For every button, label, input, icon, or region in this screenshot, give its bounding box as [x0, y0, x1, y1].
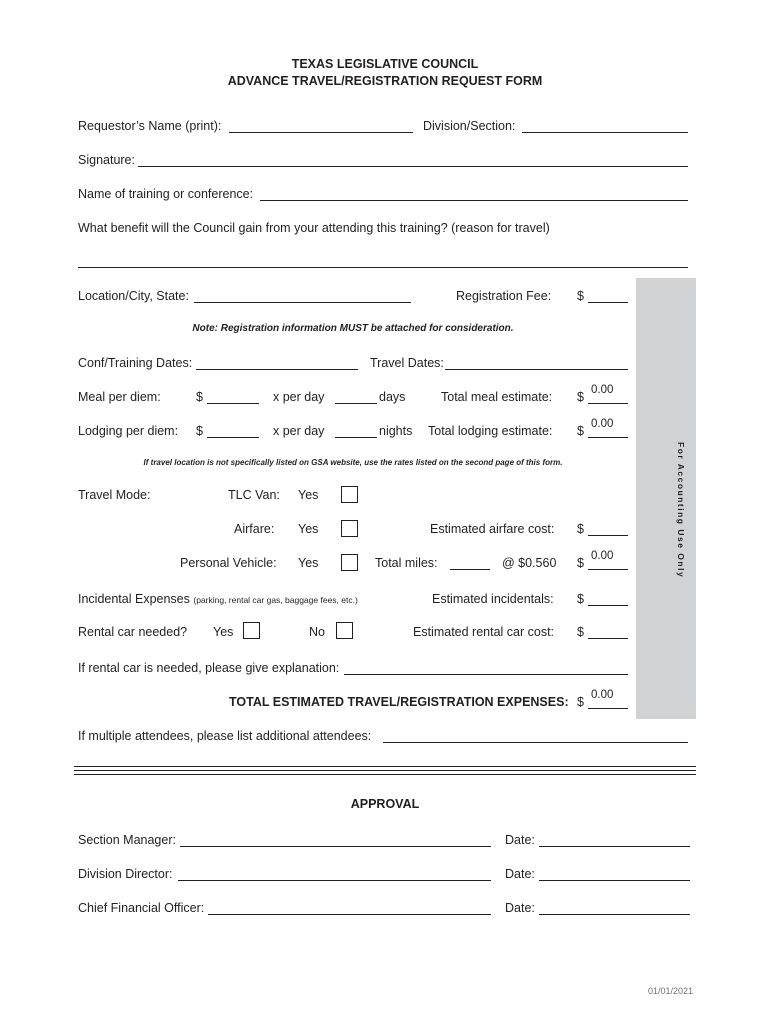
registration-fee-label: Registration Fee:: [456, 289, 552, 303]
form-title-line1: TEXAS LEGISLATIVE COUNCIL: [291, 57, 479, 71]
lodging-nights-field[interactable]: [335, 437, 377, 438]
cfo-field[interactable]: [208, 914, 491, 915]
currency-sign: $: [196, 390, 203, 404]
meal-rate-field[interactable]: [207, 403, 259, 404]
rental-explanation-field[interactable]: [344, 674, 628, 675]
lodging-rate-field[interactable]: [207, 437, 259, 438]
total-meal-label: Total meal estimate:: [441, 390, 553, 404]
section-divider: [74, 766, 696, 777]
meal-x-per-day: x per day: [273, 390, 325, 404]
training-name-field[interactable]: [260, 200, 688, 201]
division-field[interactable]: [522, 132, 688, 133]
personal-vehicle-checkbox[interactable]: [341, 554, 358, 571]
multiple-attendees-field[interactable]: [383, 742, 688, 743]
currency-sign: $: [577, 695, 584, 709]
travel-mode-label: Travel Mode:: [78, 488, 151, 502]
currency-sign: $: [577, 592, 584, 606]
currency-sign: $: [577, 424, 584, 438]
incidental-label-text: Incidental Expenses: [78, 592, 190, 606]
signature-field[interactable]: [138, 166, 688, 167]
approval-title: APPROVAL: [350, 797, 420, 811]
division-director-label: Division Director:: [78, 867, 173, 881]
registration-fee-field[interactable]: [588, 302, 628, 303]
rental-no-label: No: [309, 625, 325, 639]
footer-date: 01/01/2021: [648, 986, 694, 996]
training-name-label: Name of training or conference:: [78, 187, 254, 201]
vehicle-total-field[interactable]: [588, 569, 628, 570]
grand-total-field[interactable]: [588, 708, 628, 709]
mileage-rate: @ $0.560: [502, 556, 557, 570]
total-meal-field[interactable]: [588, 403, 628, 404]
travel-dates-field[interactable]: [445, 369, 628, 370]
currency-sign: $: [577, 556, 584, 570]
est-rental-field[interactable]: [588, 638, 628, 639]
est-airfare-field[interactable]: [588, 535, 628, 536]
currency-sign: $: [577, 289, 584, 303]
rental-no-checkbox[interactable]: [336, 622, 353, 639]
est-rental-label: Estimated rental car cost:: [413, 625, 555, 639]
division-label: Division/Section:: [423, 119, 516, 133]
division-director-date-label: Date:: [505, 867, 535, 881]
form-title-line2: ADVANCE TRAVEL/REGISTRATION REQUEST FORM: [227, 74, 543, 88]
requestor-name-field[interactable]: [229, 132, 413, 133]
gsa-note: If travel location is not specifically listed on GSA website, use the rates listed on the second page of this form.: [143, 458, 563, 467]
grand-total-value: 0.00: [591, 689, 614, 701]
cfo-date-field[interactable]: [539, 914, 690, 915]
est-incidentals-label: Estimated incidentals:: [432, 592, 554, 606]
meal-days-label: days: [379, 390, 406, 404]
personal-vehicle-yes-label: Yes: [298, 556, 319, 570]
meal-per-diem-label: Meal per diem:: [78, 390, 161, 404]
est-incidentals-field[interactable]: [588, 605, 628, 606]
est-airfare-label: Estimated airfare cost:: [430, 522, 555, 536]
rental-explanation-label: If rental car is needed, please give explanation:: [78, 661, 340, 675]
tlc-van-yes-label: Yes: [298, 488, 319, 502]
benefit-label: What benefit will the Council gain from your attending this training? (reason for travel): [78, 221, 550, 235]
rental-yes-label: Yes: [213, 625, 234, 639]
tlc-van-checkbox[interactable]: [341, 486, 358, 503]
currency-sign: $: [577, 625, 584, 639]
rental-needed-label: Rental car needed?: [78, 625, 188, 639]
requestor-name-label: Requestor’s Name (print):: [78, 119, 222, 133]
airfare-checkbox[interactable]: [341, 520, 358, 537]
total-lodging-value: 0.00: [591, 418, 614, 430]
currency-sign: $: [577, 390, 584, 404]
section-manager-date-label: Date:: [505, 833, 535, 847]
total-expenses-label: TOTAL ESTIMATED TRAVEL/REGISTRATION EXPENSES:: [229, 695, 569, 709]
total-lodging-label: Total lodging estimate:: [428, 424, 553, 438]
currency-sign: $: [577, 522, 584, 536]
location-field[interactable]: [194, 302, 411, 303]
lodging-nights-label: nights: [379, 424, 413, 438]
personal-vehicle-label: Personal Vehicle:: [180, 556, 277, 570]
accounting-sidebar-label: For Accounting Use Only: [676, 442, 686, 579]
incidental-detail: (parking, rental car gas, baggage fees, etc.): [193, 595, 358, 605]
cfo-date-label: Date:: [505, 901, 535, 915]
lodging-x-per-day: x per day: [273, 424, 325, 438]
vehicle-total-value: 0.00: [591, 550, 614, 562]
total-miles-label: Total miles:: [375, 556, 438, 570]
rental-yes-checkbox[interactable]: [243, 622, 260, 639]
travel-dates-label: Travel Dates:: [370, 356, 444, 370]
total-meal-value: 0.00: [591, 384, 614, 396]
meal-days-field[interactable]: [335, 403, 377, 404]
section-manager-label: Section Manager:: [78, 833, 176, 847]
cfo-label: Chief Financial Officer:: [78, 901, 205, 915]
benefit-field[interactable]: [78, 267, 688, 268]
registration-note: Note: Registration information MUST be attached for consideration.: [192, 323, 514, 334]
division-director-date-field[interactable]: [539, 880, 690, 881]
accounting-sidebar: [636, 278, 696, 719]
currency-sign: $: [196, 424, 203, 438]
airfare-yes-label: Yes: [298, 522, 319, 536]
signature-label: Signature:: [78, 153, 135, 167]
location-label: Location/City, State:: [78, 289, 189, 303]
section-manager-field[interactable]: [180, 846, 491, 847]
total-lodging-field[interactable]: [588, 437, 628, 438]
tlc-van-label: TLC Van:: [228, 488, 280, 502]
section-manager-date-field[interactable]: [539, 846, 690, 847]
lodging-per-diem-label: Lodging per diem:: [78, 424, 179, 438]
conf-dates-label: Conf/Training Dates:: [78, 356, 193, 370]
division-director-field[interactable]: [178, 880, 491, 881]
multiple-attendees-label: If multiple attendees, please list additional attendees:: [78, 729, 372, 743]
conf-dates-field[interactable]: [196, 369, 358, 370]
airfare-label: Airfare:: [234, 522, 275, 536]
incidental-label: [78, 592, 358, 606]
total-miles-field[interactable]: [450, 569, 490, 570]
